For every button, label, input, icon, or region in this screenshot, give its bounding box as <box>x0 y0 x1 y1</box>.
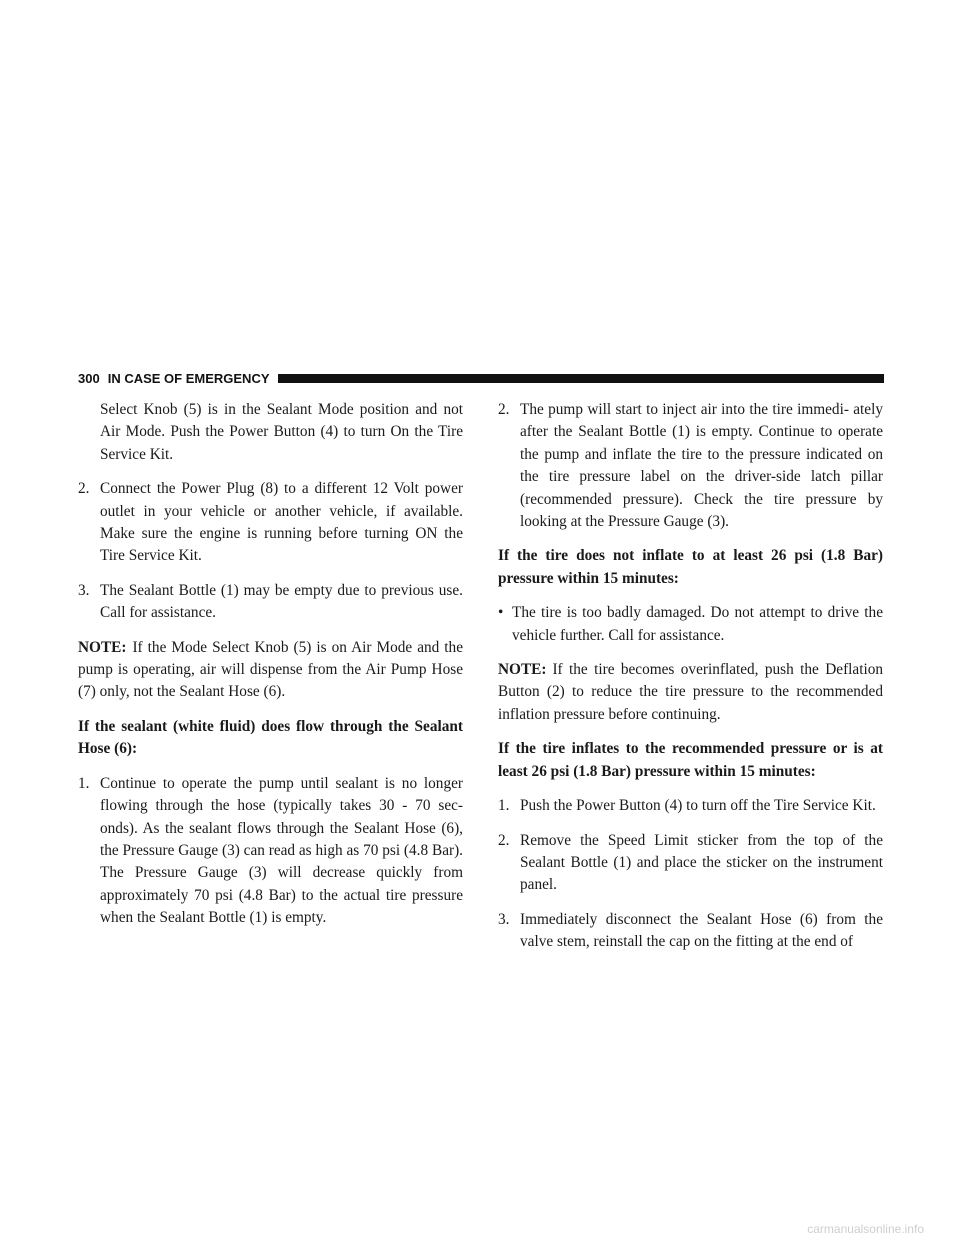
left-column <box>78 399 463 942</box>
step-item-3 <box>498 909 883 954</box>
list-text: Push the Power Button (4) to turn off the Tire Service Kit. <box>520 797 876 815</box>
list-number: 2. <box>78 480 90 498</box>
note-text: If the Mode Select Knob (5) is on Air Mode and the pump is operating, air will dispense from the Air Pump Hose (7) only, not the Sealant Hose (6). <box>78 638 463 701</box>
subheading-inflates: If the tire inflates to the recommended pressure or is at least 26 psi (1.8 Bar) pressure within 15 minutes: <box>498 740 883 780</box>
page-header <box>78 370 884 386</box>
list-text: Immediately disconnect the Sealant Hose (6) from the valve stem, reinstall the cap on the fitting at the end of <box>520 910 883 951</box>
list-text: The pump will start to inject air into the tire immedi- ately after the Sealant Bottle (1) is empty. Continue to operate the pump and inflate the tire to the pressure indicated on the tire pressure label on the driver-side latch pillar (recommended pressure). Check the tire pressure by looking at the Pressure Gauge (3). <box>520 401 883 531</box>
header-rule <box>278 374 885 383</box>
list-item-2 <box>78 478 463 568</box>
list-number: 2. <box>498 831 510 849</box>
list-text: Connect the Power Plug (8) to a different 12 Volt power outlet in your vehicle or another vehicle, if available. Make sure the engine is running before turning ON the Tire Service Kit. <box>100 480 463 565</box>
note-paragraph <box>78 637 463 704</box>
page-number: 300 <box>78 370 100 386</box>
continued-paragraph: Select Knob (5) is in the Sealant Mode position and not Air Mode. Push the Power Button (4) to turn On the Tire Service Kit. <box>100 401 463 463</box>
section-title: IN CASE OF EMERGENCY <box>107 370 270 386</box>
subheading-not-inflate: If the tire does not inflate to at least 26 psi (1.8 Bar) pressure within 15 minutes: <box>498 547 883 587</box>
list-number: 2. <box>498 401 510 418</box>
subheading-sealant-flows: If the sealant (white fluid) does flow through the Sealant Hose (6): <box>78 717 463 758</box>
list-item-2 <box>498 399 883 533</box>
step-item-1 <box>498 795 883 817</box>
note-text: If the tire becomes overinflated, push the Deflation Button (2) to reduce the tire pressure to the recommended inflation pressure before continuing. <box>498 661 883 723</box>
note-paragraph <box>498 659 883 726</box>
list-number: 3. <box>78 581 90 599</box>
step-item-2 <box>498 830 883 897</box>
list-item-3 <box>78 580 463 625</box>
list-number: 1. <box>498 797 510 815</box>
list-number: 3. <box>498 910 510 928</box>
bullet-icon: • <box>498 604 504 622</box>
watermark: carmanualsonline.info <box>807 1222 924 1236</box>
list-item-1 <box>78 773 463 930</box>
note-label: NOTE: <box>78 638 127 656</box>
bullet-item <box>498 602 883 647</box>
list-text: Continue to operate the pump until sealant is no longer flowing through the hose (typically takes 30 - 70 sec- onds). As the sealant flows through the Sealant Hose (6), the Pressure Gauge (3) can read as high as 70 psi (4.8 Bar). The Pressure Gauge (3) will decrease quickly from approximately 70 psi (4.8 Bar) to the actual tire pressure when the Sealant Bottle (1) is empty. <box>100 774 463 927</box>
list-text: The Sealant Bottle (1) may be empty due to previous use. Call for assistance. <box>100 581 463 622</box>
note-label: NOTE: <box>498 661 547 679</box>
list-number: 1. <box>78 774 90 792</box>
bullet-text: The tire is too badly damaged. Do not attempt to drive the vehicle further. Call for assistance. <box>512 604 883 644</box>
right-column <box>498 399 883 966</box>
list-text: Remove the Speed Limit sticker from the top of the Sealant Bottle (1) and place the sticker on the instrument panel. <box>520 831 883 894</box>
